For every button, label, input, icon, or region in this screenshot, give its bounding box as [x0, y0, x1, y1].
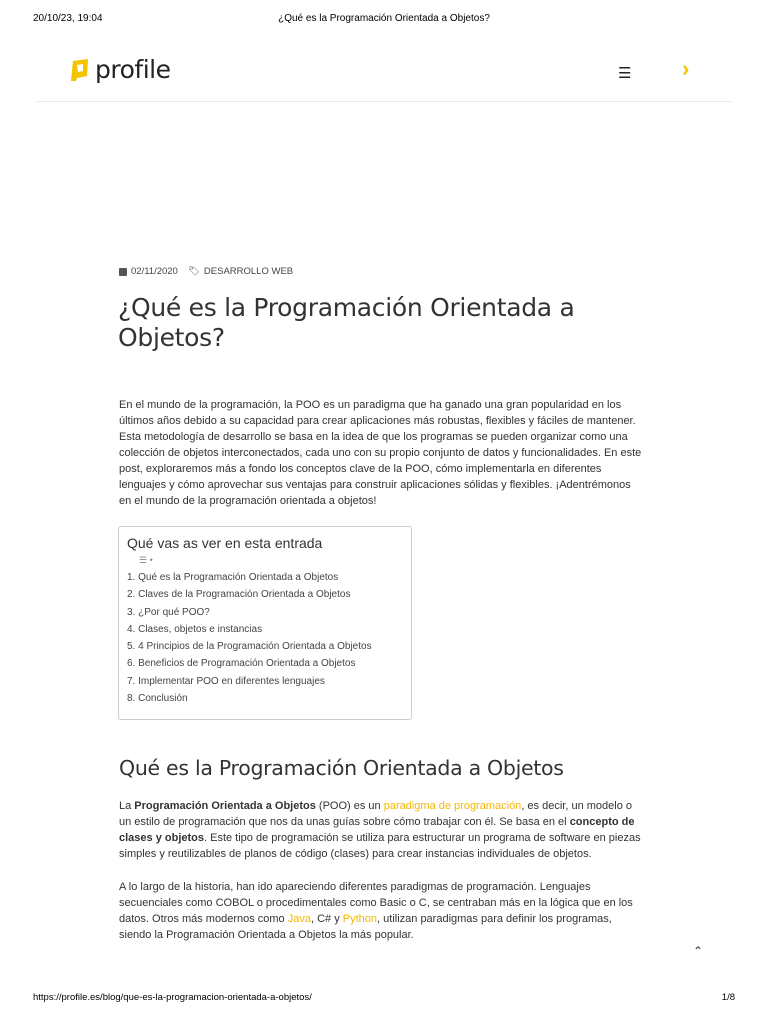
- print-datetime: 20/10/23, 19:04: [33, 13, 103, 24]
- post-date: 02/11/2020: [131, 266, 178, 277]
- logo-text: profile: [95, 55, 171, 84]
- hamburger-menu-icon[interactable]: ☰: [618, 65, 632, 82]
- toc-item[interactable]: 7. Implementar POO en diferentes lenguajes: [127, 675, 325, 687]
- logo-icon: [69, 58, 91, 82]
- toc-item[interactable]: 2. Claves de la Programación Orientada a Objetos: [127, 589, 351, 601]
- toc-item[interactable]: 4. Clases, objetos e instancias: [127, 623, 263, 635]
- print-footer: [33, 992, 735, 1003]
- toc-item[interactable]: 1. Qué es la Programación Orientada a Objetos: [127, 572, 339, 583]
- logo[interactable]: [69, 55, 170, 84]
- print-header: [33, 13, 735, 24]
- java-link[interactable]: Java: [287, 913, 311, 925]
- text: . Este tipo de programación se utiliza para estructurar un programa de software en piezas simples y reutilizables de planos de código (clases) para crear instancias individuales de objetos.: [119, 832, 641, 860]
- toc-toggle-icon[interactable]: ☰ •: [139, 555, 153, 565]
- table-of-contents: [118, 526, 412, 720]
- print-url: https://profile.es/blog/que-es-la-programacion-orientada-a-objetos/: [33, 992, 312, 1003]
- text: (POO) es un: [315, 800, 384, 812]
- chevron-right-icon[interactable]: ›: [682, 56, 690, 81]
- page-title: ¿Qué es la Programación Orientada a Objetos?: [118, 293, 575, 352]
- toc-item[interactable]: 5. 4 Principios de la Programación Orientada a Objetos: [127, 641, 372, 653]
- post-meta: [119, 266, 293, 277]
- section-paragraph-2: [119, 879, 645, 943]
- calendar-icon: [119, 268, 127, 276]
- text: A lo largo de la historia, han ido apareciendo diferentes paradigmas de programación. Lenguajes secuenciales como COBOL o procedimentales como Basic o C, se centraban más en la lógica que en los datos. Otros más modernos como: [119, 881, 633, 925]
- text: , es decir, un modelo o un estilo de programación que nos da unas guías sobre cómo trabajar con él. Se basa en el: [119, 800, 632, 828]
- site-header: [36, 52, 732, 102]
- section-heading: Qué es la Programación Orientada a Objetos: [119, 756, 564, 780]
- text: , C# y: [310, 913, 343, 925]
- print-page: 1/8: [721, 992, 735, 1003]
- print-title: ¿Qué es la Programación Orientada a Objetos?: [278, 13, 490, 24]
- python-link[interactable]: Python: [342, 913, 378, 925]
- text: La: [119, 800, 135, 812]
- toc-item[interactable]: 6. Beneficios de Programación Orientada a Objetos: [127, 658, 356, 670]
- paradigm-link[interactable]: paradigma de programación: [383, 800, 522, 812]
- tag-icon: 🏷: [187, 266, 200, 277]
- bold-text: concepto de clases y objetos: [119, 816, 635, 844]
- scroll-to-top-icon[interactable]: ⌃: [693, 944, 704, 958]
- intro-paragraph: En el mundo de la programación, la POO es un paradigma que ha ganado una gran popularidad en los últimos años debido a su capacidad para crear aplicaciones más robustas, flexibles y fáciles de mantener. Esta metodología de desarrollo se basa en la idea de que los programas se pueden organizar como una colección de objetos interconectados, cada uno con su propio conjunto de datos y funcionalidades. En este post, exploraremos más a fondo los conceptos clave de la POO, cómo implementarla en diferentes lenguajes y cómo aprovechar sus ventajas para construir aplicaciones sólidas y flexibles. ¡Adentrémonos en el mundo de la programación orientada a objetos!: [119, 399, 642, 507]
- toc-title: Qué vas as ver en esta entrada: [127, 535, 323, 551]
- section-paragraph-1: [119, 798, 645, 862]
- post-category-link[interactable]: DESARROLLO WEB: [203, 266, 294, 277]
- toc-item[interactable]: 3. ¿Por qué POO?: [127, 606, 210, 618]
- toc-item[interactable]: 8. Conclusión: [127, 693, 188, 705]
- text: , utilizan paradigmas para definir los programas, siendo la Programación Orientada a Objetos la más popular.: [119, 913, 612, 941]
- bold-text: Programación Orientada a Objetos: [134, 800, 316, 812]
